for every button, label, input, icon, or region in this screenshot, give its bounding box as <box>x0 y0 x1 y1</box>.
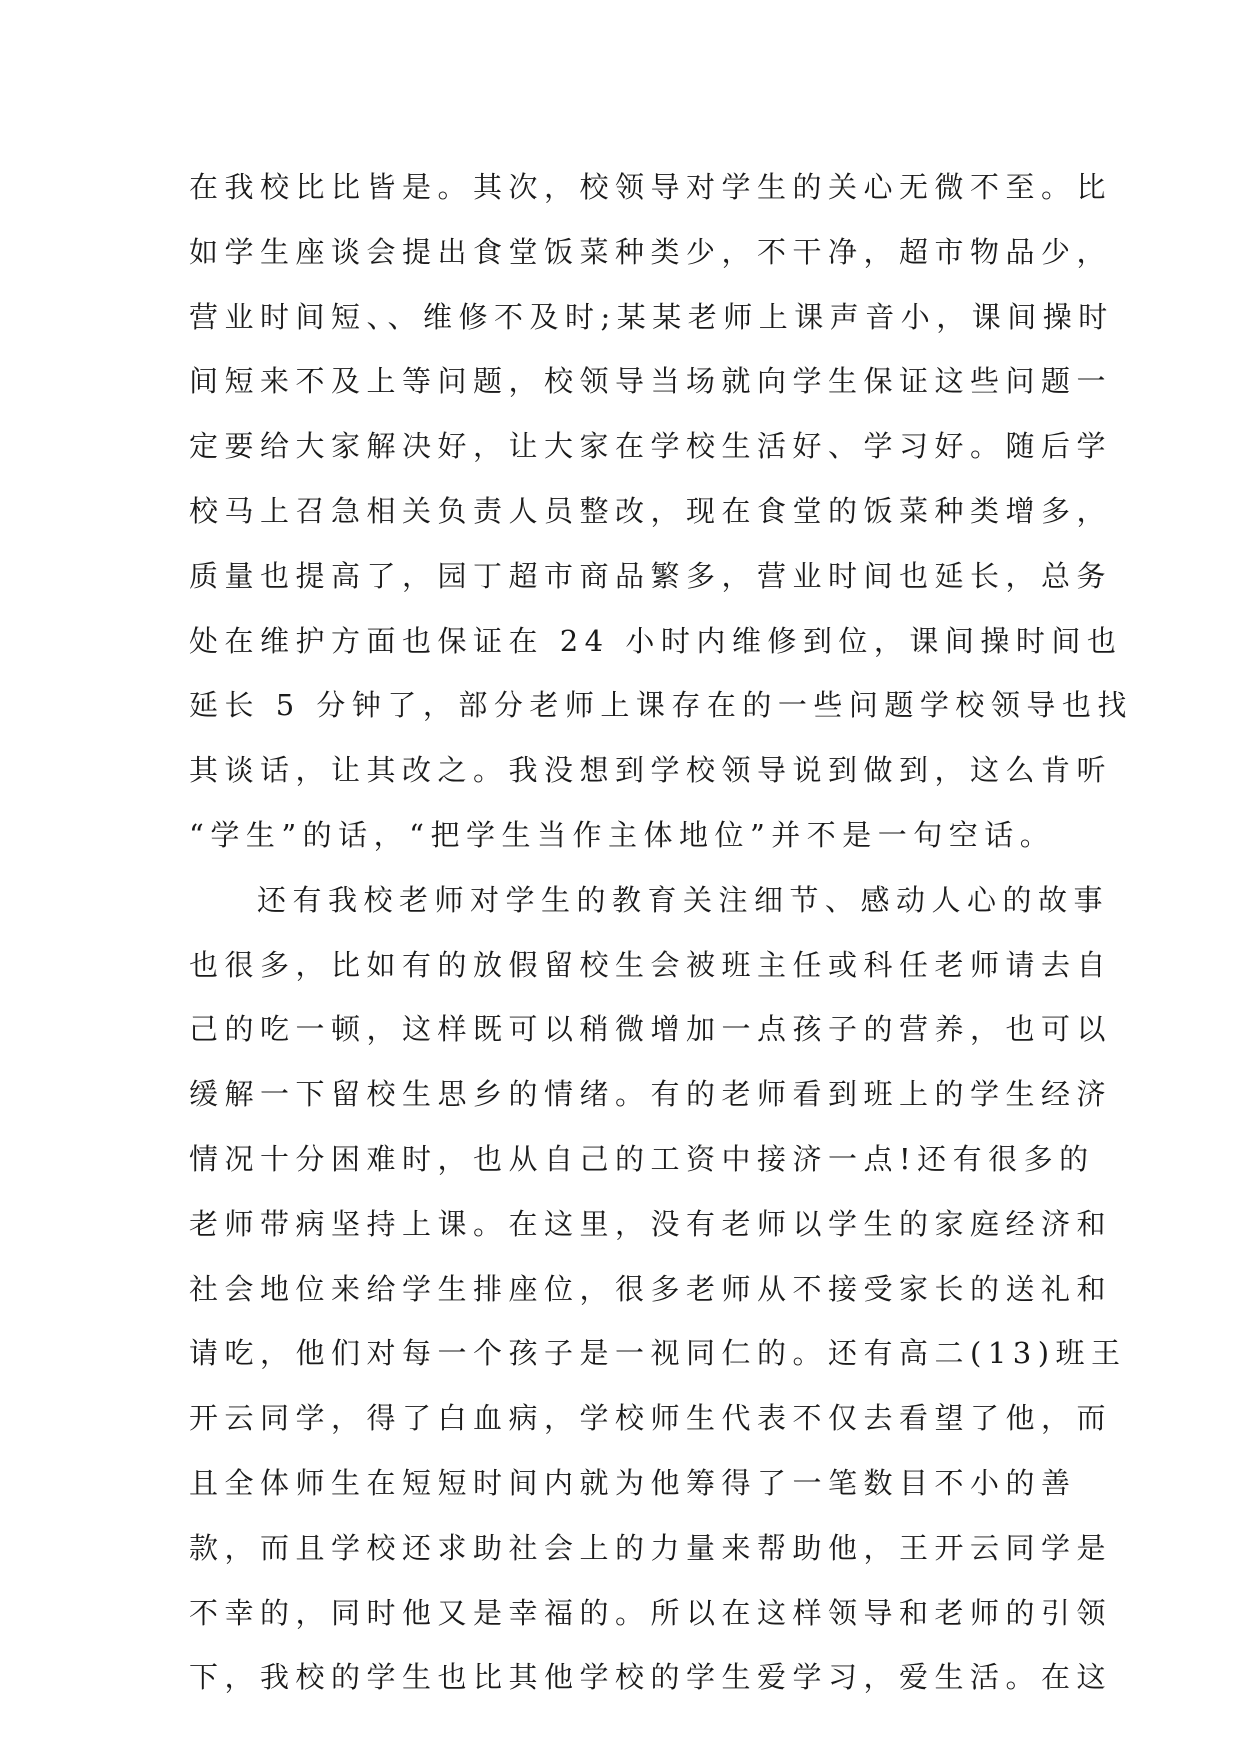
text-line: 处在维护方面也保证在 24 小时内维修到位，课间操时间也 <box>189 623 1123 658</box>
paragraph-first-line: 还有我校老师对学生的教育关注细节、感动人心的故事 <box>257 882 1110 917</box>
text-line: 如学生座谈会提出食堂饭菜种类少，不干净，超市物品少， <box>189 234 1113 269</box>
text-line: 营业时间短、、维修不及时;某某老师上课声音小，课间操时 <box>189 299 1114 334</box>
text-line: 款，而且学校还求助社会上的力量来帮助他，王开云同学是 <box>189 1530 1113 1565</box>
text-line: 下，我校的学生也比其他学校的学生爱学习，爱生活。在这 <box>189 1660 1113 1695</box>
text-line: 缓解一下留校生思乡的情绪。有的老师看到班上的学生经济 <box>189 1077 1113 1112</box>
text-line: 社会地位来给学生排座位，很多老师从不接受家长的送礼和 <box>189 1271 1113 1306</box>
text-line: 也很多，比如有的放假留校生会被班主任或科任老师请去自 <box>189 947 1113 982</box>
text-line: 开云同学，得了白血病，学校师生代表不仅去看望了他，而 <box>189 1401 1113 1436</box>
text-line: 校马上召急相关负责人员整改，现在食堂的饭菜种类增多， <box>189 493 1113 528</box>
text-line: 不幸的，同时他又是幸福的。所以在这样领导和老师的引领 <box>189 1595 1113 1630</box>
text-line: 己的吃一顿，这样既可以稍微增加一点孩子的营养，也可以 <box>189 1012 1113 1047</box>
text-line: 间短来不及上等问题，校领导当场就向学生保证这些问题一 <box>189 364 1113 399</box>
text-line: 在我校比比皆是。其次，校领导对学生的关心无微不至。比 <box>189 170 1113 204</box>
text-line: 其谈话，让其改之。我没想到学校领导说到做到，这么肯听 <box>189 753 1113 788</box>
text-line: 老师带病坚持上课。在这里，没有老师以学生的家庭经济和 <box>189 1206 1113 1241</box>
paragraph-last-line: “学生”的话，“把学生当作主体地位”并不是一句空话。 <box>189 817 1056 852</box>
text-line: 情况十分困难时，也从自己的工资中接济一点!还有很多的 <box>189 1141 1095 1176</box>
body-text <box>189 155 1133 1710</box>
text-line: 且全体师生在短短时间内就为他筹得了一笔数目不小的善 <box>189 1465 1077 1500</box>
text-line: 延长 5 分钟了，部分老师上课存在的一些问题学校领导也找 <box>189 688 1133 723</box>
text-line: 定要给大家解决好，让大家在学校生活好、学习好。随后学 <box>189 429 1113 464</box>
text-line: 请吃，他们对每一个孩子是一视同仁的。还有高二(13)班王 <box>189 1336 1127 1371</box>
text-line: 质量也提高了，园丁超市商品繁多，营业时间也延长，总务 <box>189 558 1113 593</box>
